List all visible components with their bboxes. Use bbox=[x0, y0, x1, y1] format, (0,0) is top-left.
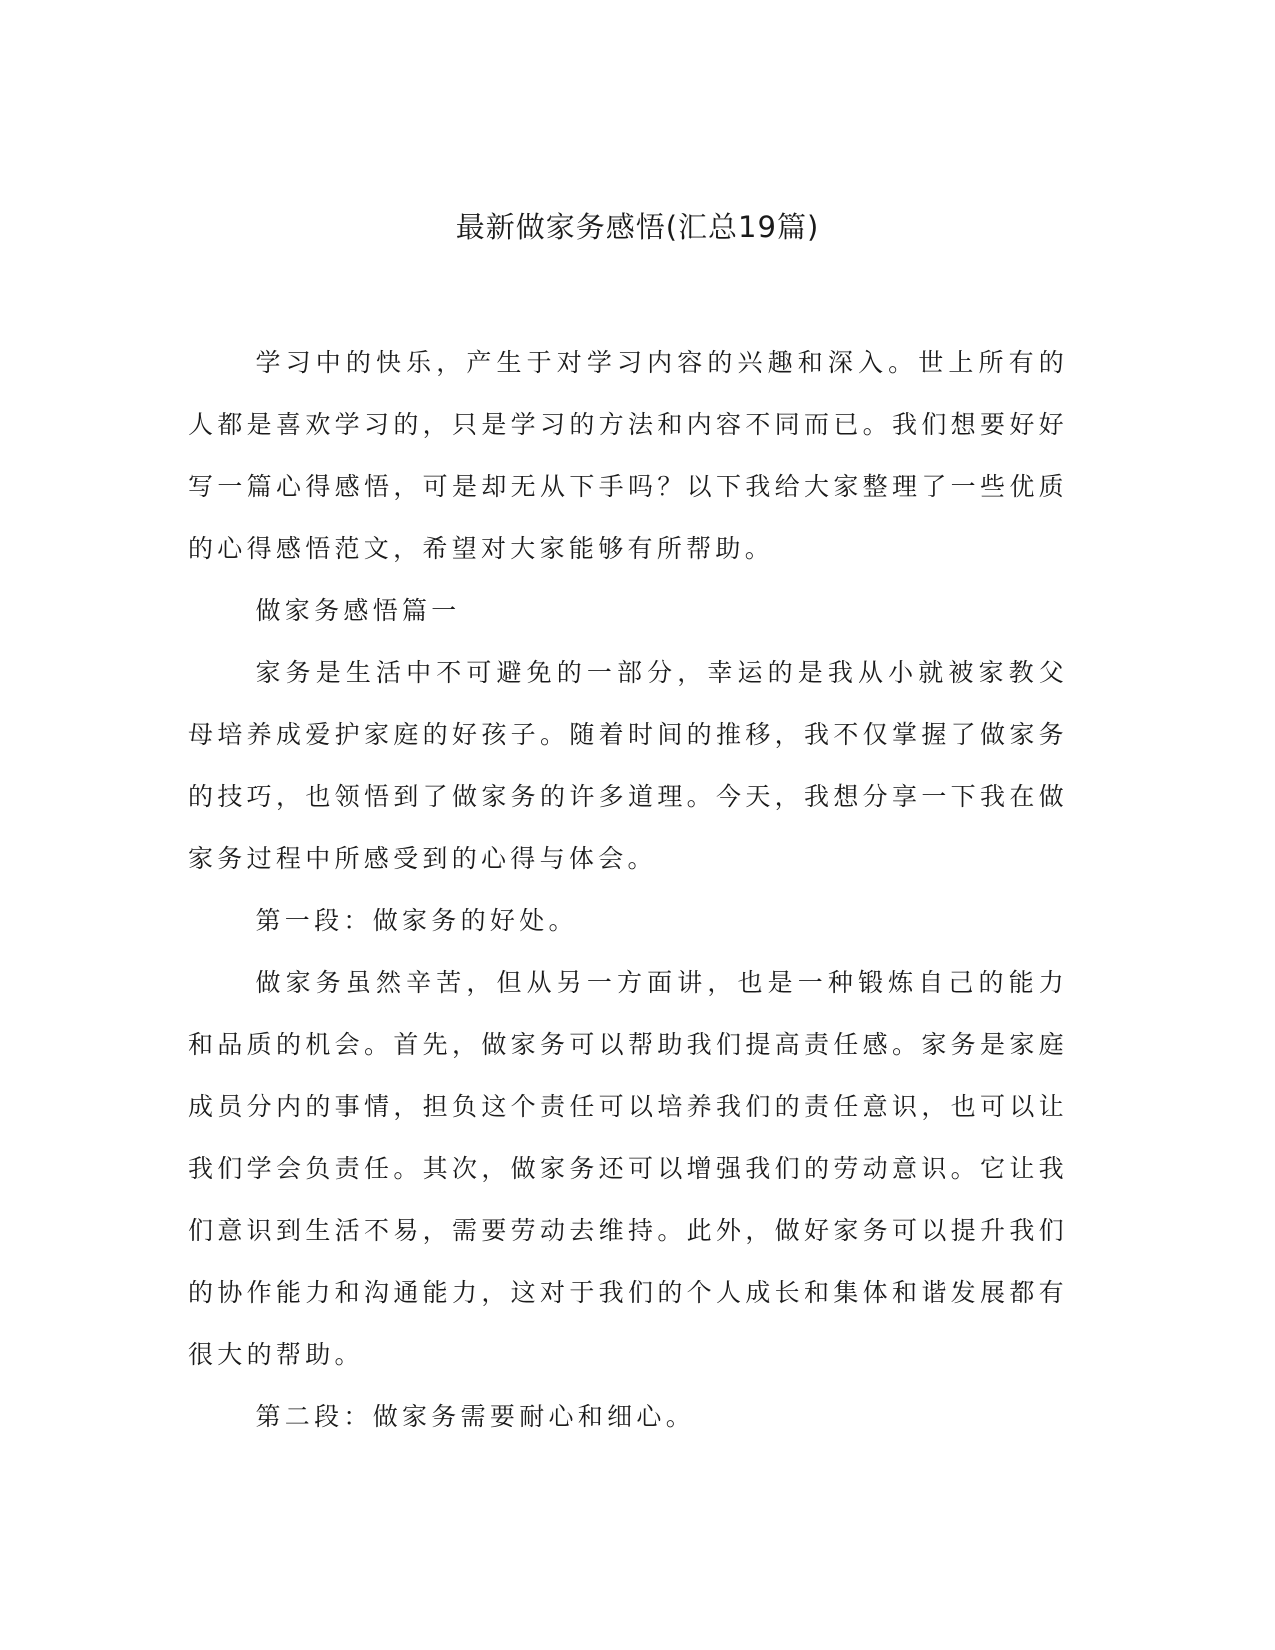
document-title: 最新做家务感悟(汇总19篇) bbox=[455, 210, 820, 244]
body-paragraph: 家务是生活中不可避免的一部分，幸运的是我从小就被家教父母培养成爱护家庭的好孩子。随着时间的推移，我不仅掌握了做家务的技巧，也领悟到了做家务的许多道理。今天，我想分享一下我在做家务过程中所感受到的心得与体会。 bbox=[188, 658, 1068, 873]
subsection-heading: 第二段：做家务需要耐心和细心。 bbox=[255, 1402, 696, 1431]
body-paragraph: 做家务虽然辛苦，但从另一方面讲，也是一种锻炼自己的能力和品质的机会。首先，做家务可以帮助我们提高责任感。家务是家庭成员分内的事情，担负这个责任可以培养我们的责任意识，也可以让我们学会负责任。其次，做家务还可以增强我们的劳动意识。它让我们意识到生活不易，需要劳动去维持。此外，做好家务可以提升我们的协作能力和沟通能力，这对于我们的个人成长和集体和谐发展都有很大的帮助。 bbox=[188, 968, 1068, 1369]
intro-paragraph: 学习中的快乐，产生于对学习内容的兴趣和深入。世上所有的人都是喜欢学习的，只是学习的方法和内容不同而已。我们想要好好写一篇心得感悟，可是却无从下手吗？以下我给大家整理了一些优质的心得感悟范文，希望对大家能够有所帮助。 bbox=[188, 348, 1068, 563]
document-body bbox=[188, 332, 1068, 1448]
subsection-heading: 第一段：做家务的好处。 bbox=[255, 906, 578, 935]
section-heading: 做家务感悟篇一 bbox=[255, 596, 461, 625]
